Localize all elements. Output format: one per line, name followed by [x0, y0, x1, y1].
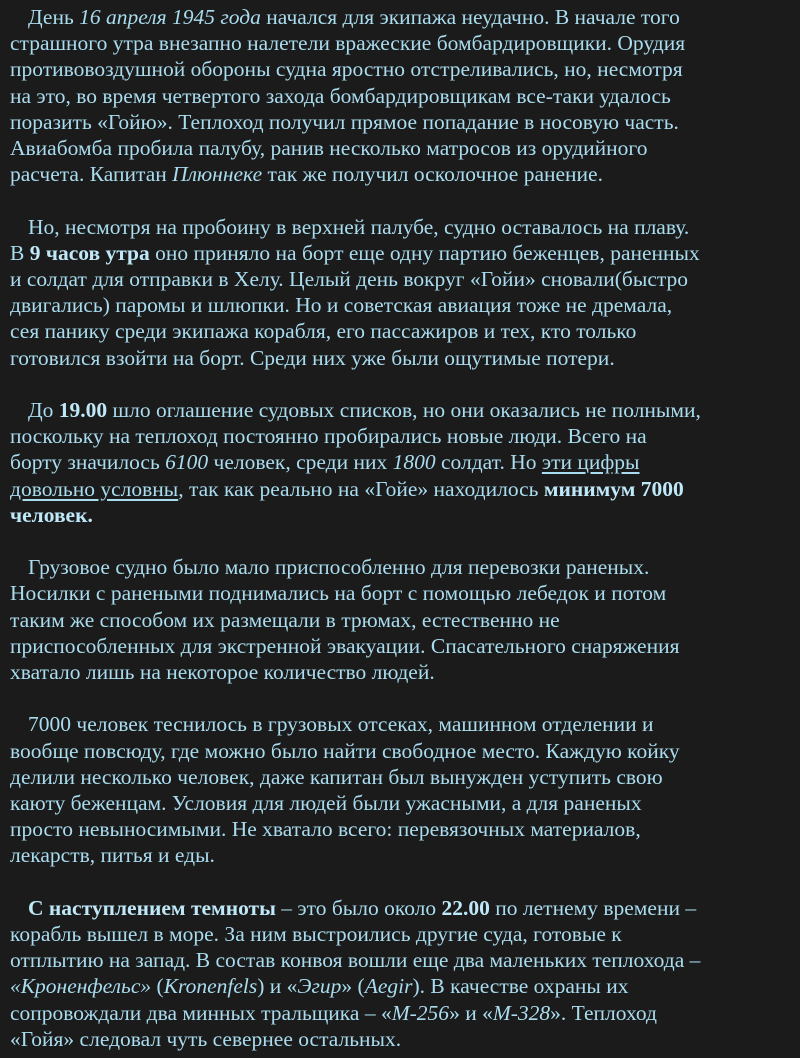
- italic-text: Эгир: [297, 974, 342, 999]
- text-line: [10, 790, 800, 816]
- text-line: [10, 921, 800, 947]
- text-segment: ». Теплоход: [550, 1000, 657, 1025]
- text-segment: День: [28, 5, 80, 29]
- text-line: [10, 345, 800, 371]
- text-line: [10, 738, 800, 764]
- text-line: [10, 633, 800, 659]
- text-segment: 7000 человек теснилось в грузовых отсеках, машинном отделении и: [28, 712, 654, 737]
- text-segment: шло оглашение судовых списков, но они оказались не полными,: [107, 398, 701, 423]
- text-segment: солдат. Но: [435, 450, 542, 475]
- text-segment: (: [151, 974, 164, 999]
- text-line: [10, 214, 800, 240]
- text-segment: Грузовое судно было мало приспособленно для перевозки раненых.: [28, 555, 650, 580]
- text-segment: корабль вышел в море. За ним выстроились другие суда, готовые к: [10, 922, 622, 947]
- text-segment: Но, несмотря на пробоину в верхней палубе, судно оставалось на плаву.: [28, 214, 690, 239]
- italic-text: 16 апреля 1945 года: [79, 5, 261, 29]
- text-segment: сея панику среди экипажа корабля, его пассажиров и тех, кто только: [10, 319, 637, 344]
- paragraph: [10, 397, 800, 528]
- text-line: [10, 816, 800, 842]
- text-line: [10, 659, 800, 685]
- text-line: [10, 973, 800, 999]
- text-line: [10, 502, 800, 528]
- text-segment: просто невыносимыми. Не хватало всего: перевязочных материалов,: [10, 817, 641, 842]
- text-segment: вообще повсюду, где можно было найти свободное место. Каждую койку: [10, 738, 680, 763]
- text-segment: » и «: [449, 1000, 493, 1025]
- paragraph: [10, 895, 800, 1052]
- underlined-text: эти цифры: [541, 450, 640, 475]
- text-segment: по летнему времени –: [489, 895, 697, 920]
- text-line: [10, 764, 800, 790]
- text-line: [10, 292, 800, 318]
- text-segment: так же получил осколочное ранение.: [262, 162, 603, 187]
- text-line: [10, 895, 800, 921]
- text-segment: противовоздушной обороны судна яростно отстреливались, но, несмотря: [10, 57, 683, 82]
- text-segment: Авиабомба пробила палубу, ранив несколько матросов из орудийного: [10, 136, 648, 161]
- text-line: [10, 1026, 800, 1052]
- underlined-text: довольно условны: [10, 476, 179, 501]
- text-line: [10, 56, 800, 82]
- text-segment: борту значилось: [10, 450, 166, 475]
- text-line: [10, 397, 800, 423]
- italic-text: Kronenfels: [163, 974, 258, 999]
- bold-text: минимум 7000: [543, 476, 684, 501]
- italic-text: Плюннеке: [172, 162, 263, 187]
- text-segment: » (: [341, 974, 365, 999]
- text-line: [10, 240, 800, 266]
- text-segment: Носилки с ранеными поднимались на борт с помощью лебедок и потом: [10, 581, 667, 606]
- bold-text: С наступлением темноты: [28, 895, 276, 920]
- text-segment: человек, среди них: [208, 450, 393, 475]
- text-segment: готовился взойти на борт. Среди них уже были ощутимые потери.: [10, 345, 615, 370]
- text-segment: страшного утра внезапно налетели вражеские бомбардировщики. Орудия: [10, 31, 686, 56]
- text-line: [10, 711, 800, 737]
- text-line: [10, 449, 800, 475]
- text-segment: поразить «Гойю». Теплоход получил прямое попадание в носовую часть.: [10, 109, 679, 134]
- italic-text: Aegir: [364, 974, 413, 999]
- text-segment: ). В качестве охраны их: [412, 974, 629, 999]
- text-line: [10, 1000, 800, 1026]
- paragraph: [10, 554, 800, 685]
- text-line: [10, 842, 800, 868]
- text-line: [10, 83, 800, 109]
- text-line: [10, 161, 800, 187]
- text-segment: хватало лишь на некоторое количество людей.: [10, 660, 435, 685]
- text-line: [10, 30, 800, 56]
- text-line: [10, 607, 800, 633]
- text-line: [10, 266, 800, 292]
- text-segment: расчета. Капитан: [10, 162, 173, 187]
- italic-text: M-328: [492, 1000, 551, 1025]
- text-segment: В: [10, 240, 30, 265]
- text-line: [10, 135, 800, 161]
- paragraph: [10, 4, 800, 187]
- text-segment: и солдат для отправки в Хелу. Целый день вокруг «Гойи» сновали(быстро: [10, 267, 689, 292]
- text-line: [10, 423, 800, 449]
- text-segment: таким же способом их размещали в трюмах, естественно не: [10, 607, 560, 632]
- text-segment: приспособленных для экстренной эвакуации. Спасательного снаряжения: [10, 633, 680, 658]
- text-segment: начался для экипажа неудачно. В начале того: [260, 5, 680, 29]
- text-segment: отплытию на запад. В состав конвоя вошли еще два маленьких теплохода –: [10, 948, 701, 973]
- text-segment: делили несколько человек, даже капитан был вынужден уступить свою: [10, 764, 663, 789]
- text-segment: поскольку на теплоход постоянно пробирались новые люди. Всего на: [10, 424, 647, 449]
- text-segment: «Гойя» следовал чуть севернее остальных.: [10, 1026, 402, 1051]
- text-segment: на это, во время четвертого захода бомбардировщикам все-таки удалось: [10, 83, 671, 108]
- text-segment: лекарств, питья и еды.: [10, 843, 215, 868]
- text-segment: двигались) паромы и шлюпки. Но и советская авиация тоже не дремала,: [10, 293, 673, 318]
- text-line: [10, 554, 800, 580]
- text-segment: сопровождали два минных тральщика – «: [10, 1000, 392, 1025]
- text-line: [10, 318, 800, 344]
- italic-text: 6100: [165, 450, 209, 475]
- text-segment: – это было около: [275, 895, 442, 920]
- text-segment: До: [28, 398, 59, 423]
- text-segment: оно приняло на борт еще одну партию беженцев, раненных: [149, 240, 700, 265]
- paragraph: [10, 711, 800, 868]
- bold-text: 22.00: [441, 895, 490, 920]
- text-segment: ) и «: [257, 974, 298, 999]
- text-line: [10, 476, 800, 502]
- bold-text: 19.00: [58, 398, 108, 423]
- bold-text: 9 часов утра: [29, 240, 150, 265]
- text-line: [10, 947, 800, 973]
- italic-text: M-256: [391, 1000, 450, 1025]
- text-line: [10, 109, 800, 135]
- text-segment: , так как реально на «Гойе» находилось: [178, 476, 544, 501]
- text-segment: каюту беженцам. Условия для людей были ужасными, а для раненых: [10, 791, 642, 816]
- italic-text: «Кроненфельс»: [10, 974, 152, 999]
- paragraph: [10, 214, 800, 371]
- bold-text: человек.: [10, 502, 93, 527]
- text-line: [10, 4, 800, 30]
- italic-text: 1800: [392, 450, 436, 475]
- text-line: [10, 580, 800, 606]
